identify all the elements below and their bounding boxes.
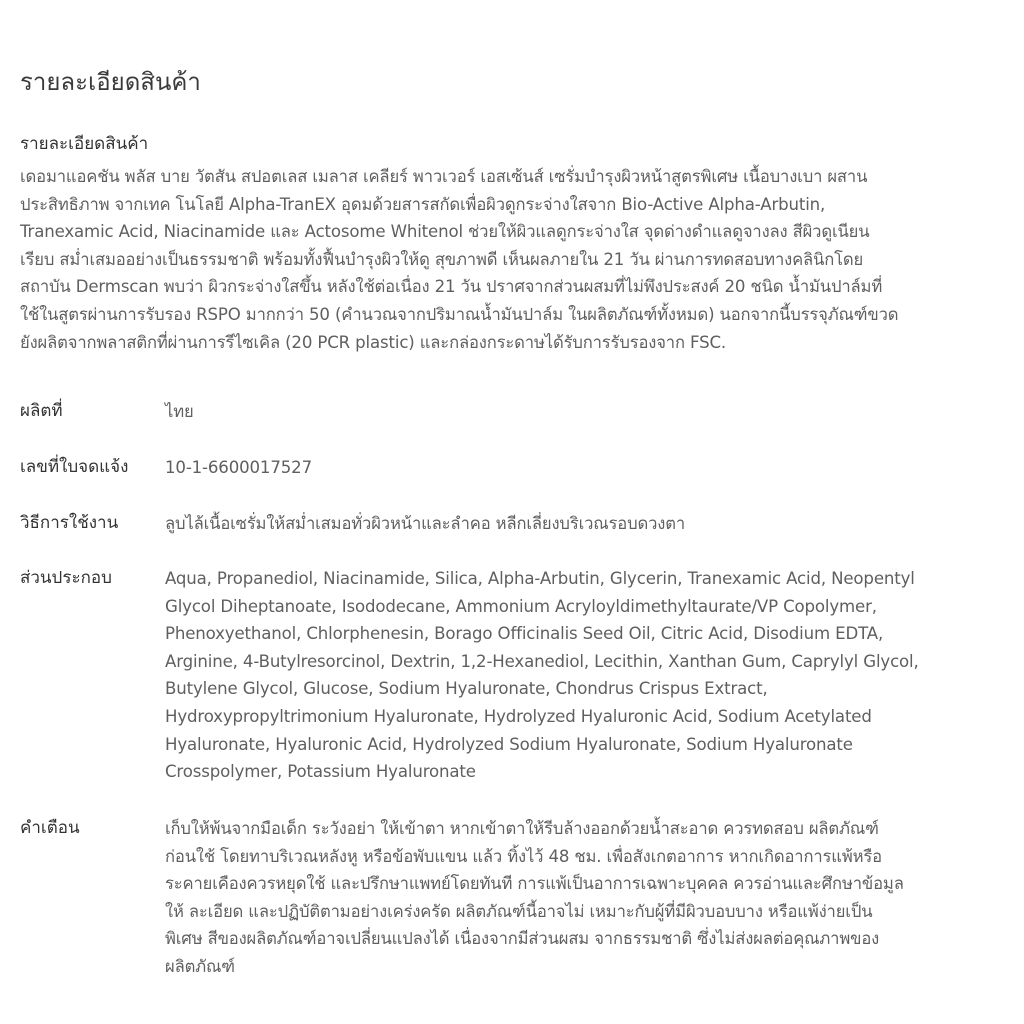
warning-line: พิเศษ สีของผลิตภัณฑ์อาจเปลี่ยนแปลงได้ เนื่องจากมีส่วนผสม จากธรรมชาติ ซึ่งไม่ส่งผลต่อคุณภาพของ	[165, 929, 880, 949]
ingredients-line: Crosspolymer, Potassium Hyaluronate	[165, 762, 476, 782]
spec-label-origin: ผลิตที่	[20, 401, 63, 421]
spec-value-warning	[165, 815, 1010, 981]
spec-value-usage: ลูบไล้เนื้อเซรั่มให้สม่ำเสมอทั่วผิวหน้าและลำคอ หลีกเลี่ยงบริเวณรอบดวงตา	[165, 514, 686, 533]
description-heading: รายละเอียดสินค้า	[20, 134, 149, 154]
spec-label-warning: คำเตือน	[20, 818, 80, 838]
ingredients-line: Aqua, Propanediol, Niacinamide, Silica, Alpha-Arbutin, Glycerin, Tranexamic Acid, Neopentyl	[165, 569, 915, 588]
ingredients-line: Phenoxyethanol, Chlorphenesin, Borago Officinalis Seed Oil, Citric Acid, Disodium EDTA,	[165, 624, 884, 644]
warning-line: ผลิตภัณฑ์	[165, 956, 235, 976]
description-line: Tranexamic Acid, Niacinamide และ Actosome Whitenol ช่วยให้ผิวแลดูกระจ่างใส จุดด่างดำแลดูจางลง สีผิวดูเนียน	[20, 222, 870, 242]
ingredients-line: Hydroxypropyltrimonium Hyaluronate, Hydrolyzed Hyaluronic Acid, Sodium Acetylated	[165, 706, 872, 726]
spec-row-usage	[20, 510, 1010, 538]
spec-value-origin: ไทย	[165, 402, 194, 421]
warning-line: ให้ ละเอียด และปฏิบัติตามอย่างเคร่งครัด ผลิตภัณฑ์นี้อาจไม่ เหมาะกับผู้ที่มีผิวบอบบาง หรือแพ้ง่ายเป็น	[165, 901, 873, 921]
ingredients-line: Glycol Diheptanoate, Isododecane, Ammonium Acryloyldimethyltaurate/VP Copolymer,	[165, 596, 877, 616]
spec-label-usage: วิธีการใช้งาน	[20, 513, 119, 533]
spec-value-ingredients	[165, 565, 1010, 786]
spec-label-registration: เลขที่ใบจดแจ้ง	[20, 457, 129, 477]
description-line: ยังผลิตจากพลาสติกที่ผ่านการรีไซเคิล (20 PCR plastic) และกล่องกระดาษได้รับการรับรองจาก FSC.	[20, 332, 727, 352]
description-line: เดอมาแอคชัน พลัส บาย วัตสัน สปอตเลส เมลาส เคลียร์ พาวเวอร์ เอสเซ้นส์ เซรั่มบำรุงผิวหน้าสูตรพิเศษ เนื้อบางเบา ผสาน	[20, 167, 868, 186]
description-line: สถาบัน Dermscan พบว่า ผิวกระจ่างใสขึ้น หลังใช้ต่อเนื่อง 21 วัน ปราศจากส่วนผสมที่ไม่พึงประสงค์ 20 ชนิด น้ำมันปาล์มที่	[20, 277, 883, 297]
warning-line: เก็บให้พ้นจากมือเด็ก ระวังอย่า ให้เข้าตา หากเข้าตาให้รีบล้างออกด้วยน้ำสะอาด ควรทดสอบ ผลิตภัณฑ์	[165, 819, 879, 838]
spec-row-registration	[20, 454, 1010, 482]
ingredients-line: Arginine, 4-Butylresorcinol, Dextrin, 1,2-Hexanediol, Lecithin, Xanthan Gum, Caprylyl Glycol,	[165, 651, 919, 671]
product-description	[20, 163, 1010, 356]
spec-label-ingredients: ส่วนประกอบ	[20, 568, 112, 588]
description-line: เรียบ สม่ำเสมออย่างเป็นธรรมชาติ พร้อมทั้งฟื้นบำรุงผิวให้ดู สุขภาพดี เห็นผลภายใน 21 วัน ผ่านการทดสอบทางคลินิกโดย	[20, 249, 864, 269]
description-line: ประสิทธิภาพ จากเทค โนโลยี Alpha-TranEX อุดมด้วยสารสกัดเพื่อผิวดูกระจ่างใสจาก Bio-Active Alpha-Arbutin,	[20, 194, 826, 214]
spec-row-ingredients	[20, 565, 1010, 786]
ingredients-line: Butylene Glycol, Glucose, Sodium Hyaluronate, Chondrus Crispus Extract,	[165, 679, 768, 699]
ingredients-line: Hyaluronate, Hyaluronic Acid, Hydrolyzed Sodium Hyaluronate, Sodium Hyaluronate	[165, 734, 853, 754]
spec-row-warning	[20, 815, 1010, 981]
spec-value-registration: 10-1-6600017527	[165, 458, 312, 477]
description-line: ใช้ในสูตรผ่านการรับรอง RSPO มากกว่า 50 (คำนวณจากปริมาณน้ำมันปาล์ม ในผลิตภัณฑ์ทั้งหมด) นอกจากนี้บรรจุภัณฑ์ขวด	[20, 304, 899, 324]
warning-line: ระคายเคืองควรหยุดใช้ และปรึกษาแพทย์โดยทันที การแพ้เป็นอาการเฉพาะบุคคล ควรอ่านและศึกษาข้อมูล	[165, 874, 904, 894]
spec-row-origin	[20, 398, 1010, 426]
page-title: รายละเอียดสินค้า	[20, 68, 201, 96]
warning-line: ก่อนใช้ โดยทาบริเวณหลังหู หรือข้อพับแขน แล้ว ทิ้งไว้ 48 ชม. เพื่อสังเกตอาการ หากเกิดอาการแพ้หรือ	[165, 846, 882, 866]
